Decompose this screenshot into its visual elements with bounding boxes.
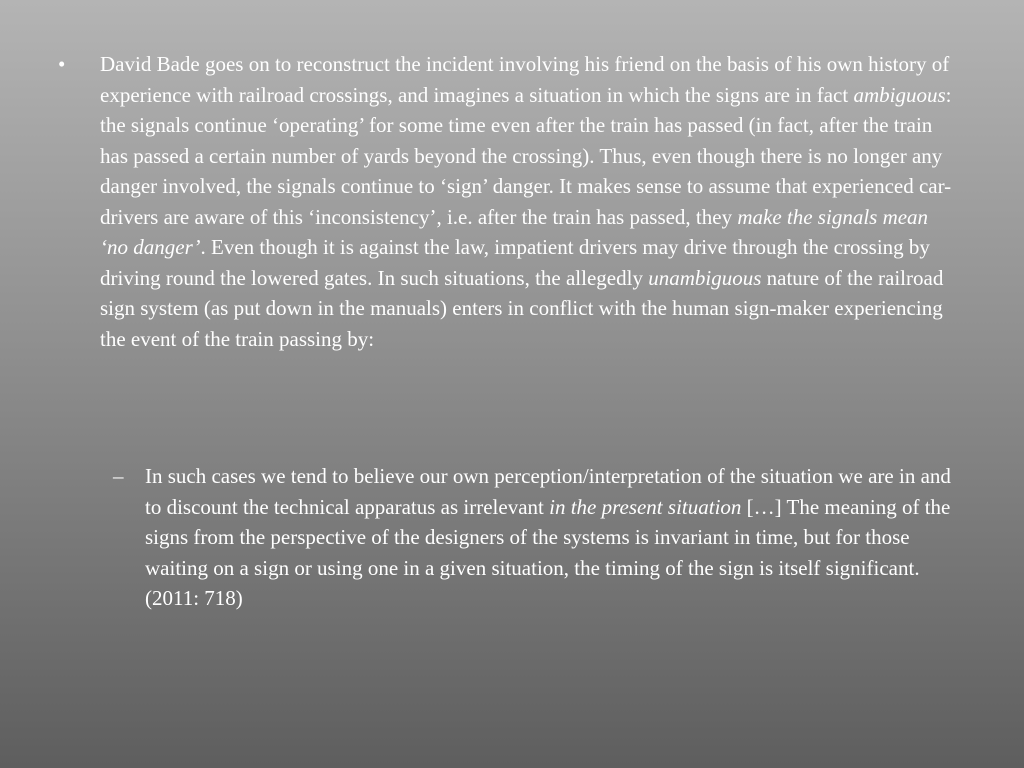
text-run: . Even though it is against the law, impatient drivers may drive through the crossing by driving round the lowered gates. In such situations, the allegedly [100,235,930,290]
dash-bullet-icon: – [113,464,124,488]
italic-run: make the signals mean ‘no danger’ [100,204,929,259]
text-run: In such cases we tend to believe our own perception/interpretation of the situation we are in and to discount the technical apparatus as irrelevant [145,464,951,519]
quote-paragraph [145,461,955,614]
text-run: : the signals continue ‘operating’ for some time even after the train has passed (in fact, after the train has passed a certain number of yards beyond the crossing). Thus, even though there is no longer any danger involved, the signals continue to ‘sign’ danger. It makes sense to assume that experienced car-drivers are aware of this ‘inconsistency’, i.e. after the train has passed, they [100,82,952,229]
bullet-item-main [58,49,958,354]
bullet-icon: • [58,52,66,76]
text-run: […] The meaning of the signs from the perspective of the designers of the systems is invariant in time, but for those waiting on a sign or using one in a given situation, the timing of the sign is itself significant. (2011: 718) [145,494,951,610]
main-paragraph [100,49,958,354]
sub-bullet-quote [113,461,963,614]
italic-run: in the present situation [549,494,742,519]
italic-run: unambiguous [648,265,762,290]
text-run: David Bade goes on to reconstruct the incident involving his friend on the basis of his own history of experience with railroad crossings, and imagines a situation in which the signs are in fact [100,52,950,107]
italic-run: ambiguous [853,82,946,107]
text-run: nature of the railroad sign system (as put down in the manuals) enters in conflict with the human sign-maker experiencing the event of the train passing by: [100,265,944,351]
